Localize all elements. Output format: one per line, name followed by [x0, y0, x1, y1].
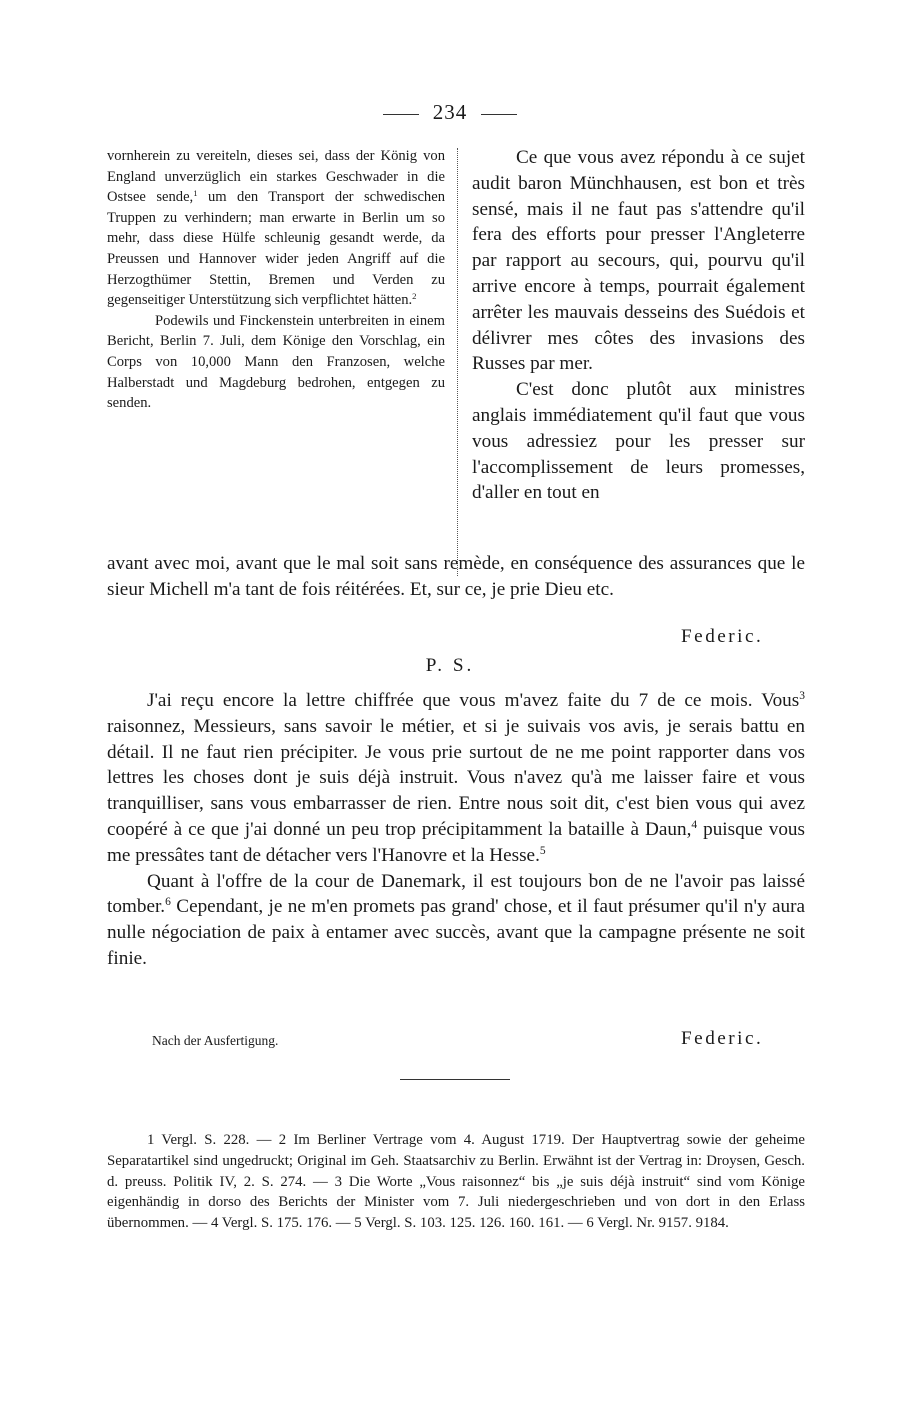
footnote-ref-1: 1 [193, 187, 198, 198]
german-summary-column [107, 146, 445, 414]
source-note: Nach der Ausfertigung. [152, 1033, 279, 1048]
postscript-paragraph-1 [107, 688, 805, 869]
french-letter-column [472, 145, 805, 506]
postscript-body [107, 688, 805, 972]
footnotes [107, 1130, 805, 1234]
continuation-text: avant avec moi, avant que le mal soit sans remède, en conséquence des assurances que le sieur Michell m'a tant de fois réitérées. Et, sur ce, je prie Dieu etc. [107, 553, 805, 600]
signature-2: Federic. [681, 1028, 764, 1049]
column-divider [457, 148, 458, 576]
header-dash-right [481, 114, 517, 115]
ps-text-1a: J'ai reçu encore la lettre chiffrée que vous m'avez faite du 7 de ce mois. Vous [147, 690, 800, 711]
letter-continuation [107, 551, 805, 603]
header-dash-left [383, 114, 419, 115]
letter-paragraph-2: C'est donc plutôt aux ministres anglais immédiatement qu'il faut que vous vous adressiez pour les presser sur l'accomplissement de leurs promesses, d'aller en tout en [472, 379, 805, 504]
page-number: 234 [432, 100, 468, 124]
ps-text-1c: puisque vous me pressâtes tant de détacher vers l'Hanovre et la Hesse. [107, 818, 805, 866]
summary-text-1a: vornherein zu vereiteln, dieses sei, dass der König von England unverzüglich ein starkes Geschwader in die Ostsee sende, [107, 148, 445, 206]
footnote-ref-6: 6 [165, 896, 171, 909]
postscript-paragraph-2 [107, 869, 805, 972]
postscript-heading: P. S. [425, 655, 475, 676]
letter-paragraph-1: Ce que vous avez répondu à ce sujet audit baron Münchhausen, est bon et très sensé, mais il ne faut pas s'attendre qu'il fera des efforts pour presser l'Angleterre par rapport au secours, qui, pourvu qu'il arrive encore à temps, pourrait également arrêter les mauvais desseins des Suédois et délivrer mes côtes des invasions des Russes par mer. [472, 147, 805, 375]
summary-paragraph-1 [107, 146, 445, 311]
footnote-ref-4: 4 [691, 819, 698, 832]
ps-text-2a: Quant à l'offre de la cour de Danemark, il est toujours bon de ne l'avoir pas laissé tomber. [107, 870, 805, 918]
page-number-header [0, 100, 900, 125]
summary-paragraph-2: Podewils und Finckenstein unterbreiten in einem Bericht, Berlin 7. Juli, dem Könige den Vorschlag, ein Corps von 10,000 Mann den Franzosen, welche Halberstadt und Magdeburg bedrohen, entgegen zu senden. [107, 312, 445, 412]
footnote-ref-5: 5 [539, 844, 546, 857]
footnote-separator [400, 1079, 510, 1080]
footnote-ref-2: 2 [412, 290, 417, 301]
footnotes-text: 1 Vergl. S. 228. — 2 Im Berliner Vertrage vom 4. August 1719. Der Hauptvertrag sowie der geheime Separatartikel sind ungedruckt; Original im Geh. Staatsarchiv zu Berlin. Erwähnt ist der Vertrag in: Droysen, Gesch. d. preuss. Politik IV, 2. S. 274. — 3 Die Worte „Vous raisonnez“ bis „je suis déjà instruit“ sind vom Könige eigenhändig in dorso des Berichts der Minister vom 7. Juli niedergeschrieben und von dort in den Erlass übernommen. — 4 Vergl. S. 175. 176. — 5 Vergl. S. 103. 125. 126. 160. 161. — 6 Vergl. Nr. 9157. 9184. [107, 1132, 805, 1232]
ps-text-2b: Cependant, je ne m'en promets pas grand' chose, et il faut présumer qu'il n'y aura nulle négociation de paix à entamer avec succès, avant que la campagne présente ne soit finie. [107, 896, 805, 969]
ps-text-1b: raisonnez, Messieurs, sans savoir le métier, et si je suivais vos avis, je serais battu en détail. Il ne faut rien précipiter. Je vous prie surtout de ne me point rapporter dans vos lettres les choses dont je suis déjà instruit. Vous n'avez qu'à me laisser faire et vous tranquilliser, sans vous embarrasser de rien. Entre nous soit dit, c'est bien vous qui avez coopéré à ce que j'ai donné un peu trop précipitamment la bataille à Daun, [107, 715, 805, 840]
summary-text-1b: um den Transport der schwedischen Truppen zu verhindern; man erwarte in Berlin um so mehr, dass diese Hülfe schleunig gesandt werde, da Preussen und Hannover wider jeden Angriff auf die Herzogthümer Stettin, Bremen und Verden zu gegenseitiger Unterstützung sich verpflichtet hätten. [107, 189, 445, 309]
footnote-ref-3: 3 [799, 690, 805, 703]
signature-1: Federic. [681, 626, 764, 647]
